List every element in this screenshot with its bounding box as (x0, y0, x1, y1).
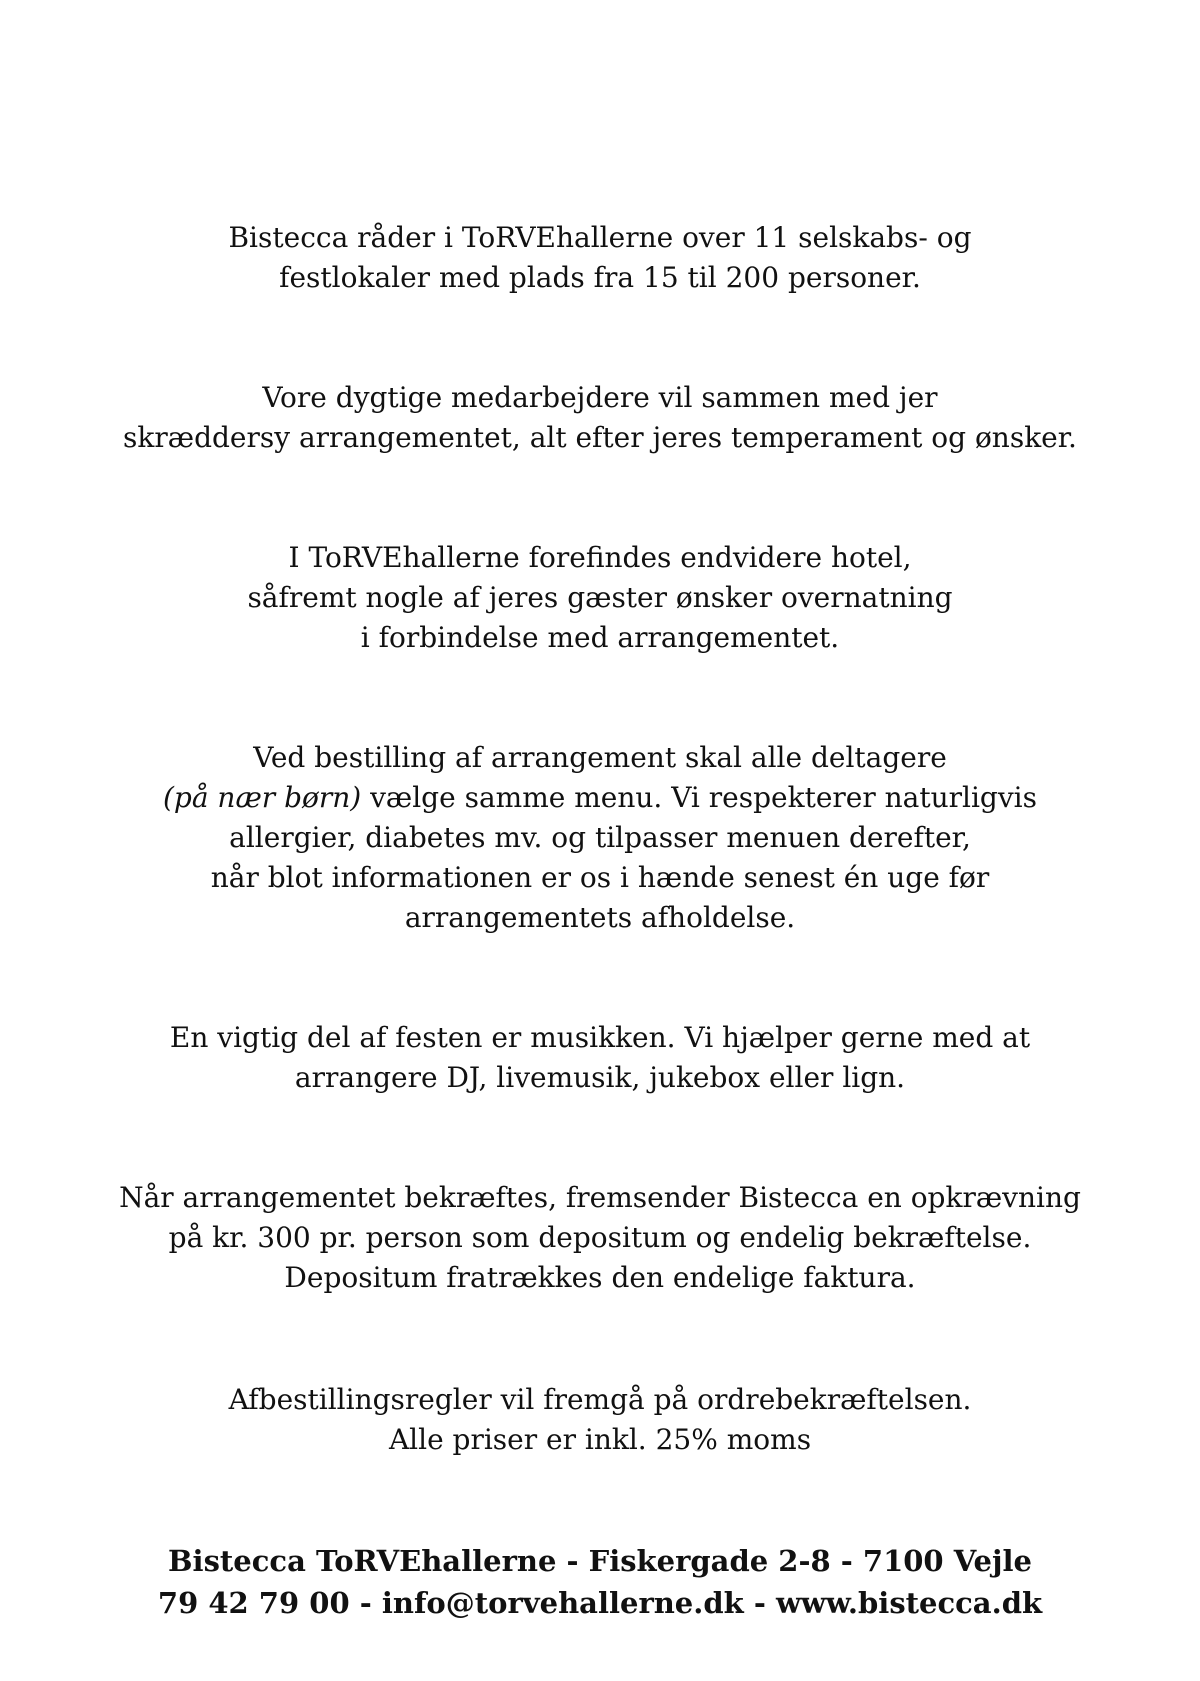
contact-footer (0, 1540, 1200, 1624)
text-line (0, 778, 1200, 818)
text-line: Ved bestilling af arrangement skal alle deltagere (253, 741, 947, 774)
text-line: allergier, diabetes mv. og tilpasser menuen derefter, (229, 821, 971, 854)
paragraph-venue-intro (0, 218, 1200, 298)
text-line: En vigtig del af festen er musikken. Vi hjælper gerne med at (169, 1021, 1031, 1054)
footer-address: Bistecca ToRVEhallerne - Fiskergade 2-8 - 7100 Vejle (168, 1544, 1032, 1578)
paragraph-music (0, 1018, 1200, 1098)
paragraph-cancellation (0, 1380, 1200, 1460)
text-line: Alle priser er inkl. 25% moms (388, 1423, 812, 1456)
text-line: skræddersy arrangementet, alt efter jeres temperament og ønsker. (123, 421, 1077, 454)
text-line: Bistecca råder i ToRVEhallerne over 11 selskabs- og (228, 221, 972, 254)
text-line: Depositum fratrækkes den endelige faktura. (284, 1261, 916, 1294)
text-line: Afbestillingsregler vil fremgå på ordrebekræftelsen. (228, 1383, 972, 1416)
text-line: i forbindelse med arrangementet. (360, 621, 840, 654)
text-fragment: vælge samme menu. Vi respekterer naturligvis (361, 781, 1038, 814)
paragraph-staff (0, 378, 1200, 458)
footer-contact[interactable]: 79 42 79 00 - info@torvehallerne.dk - www.bistecca.dk (157, 1586, 1043, 1620)
paragraph-deposit (0, 1178, 1200, 1298)
text-line: såfremt nogle af jeres gæster ønsker overnatning (247, 581, 953, 614)
text-line: festlokaler med plads fra 15 til 200 personer. (279, 261, 921, 294)
text-line: I ToRVEhallerne forefindes endvidere hotel, (288, 541, 912, 574)
text-line: Når arrangementet bekræftes, fremsender Bistecca en opkrævning (119, 1181, 1081, 1214)
text-line: på kr. 300 pr. person som depositum og endelig bekræftelse. (168, 1221, 1032, 1254)
paragraph-menu-rules (0, 738, 1200, 938)
text-line: når blot informationen er os i hænde senest én uge før (210, 861, 990, 894)
paragraph-hotel (0, 538, 1200, 658)
italic-note: (på nær børn) (162, 781, 362, 814)
text-line: arrangere DJ, livemusik, jukebox eller lign. (294, 1061, 906, 1094)
text-line: arrangementets afholdelse. (404, 901, 796, 934)
text-line: Vore dygtige medarbejdere vil sammen med jer (262, 381, 938, 414)
